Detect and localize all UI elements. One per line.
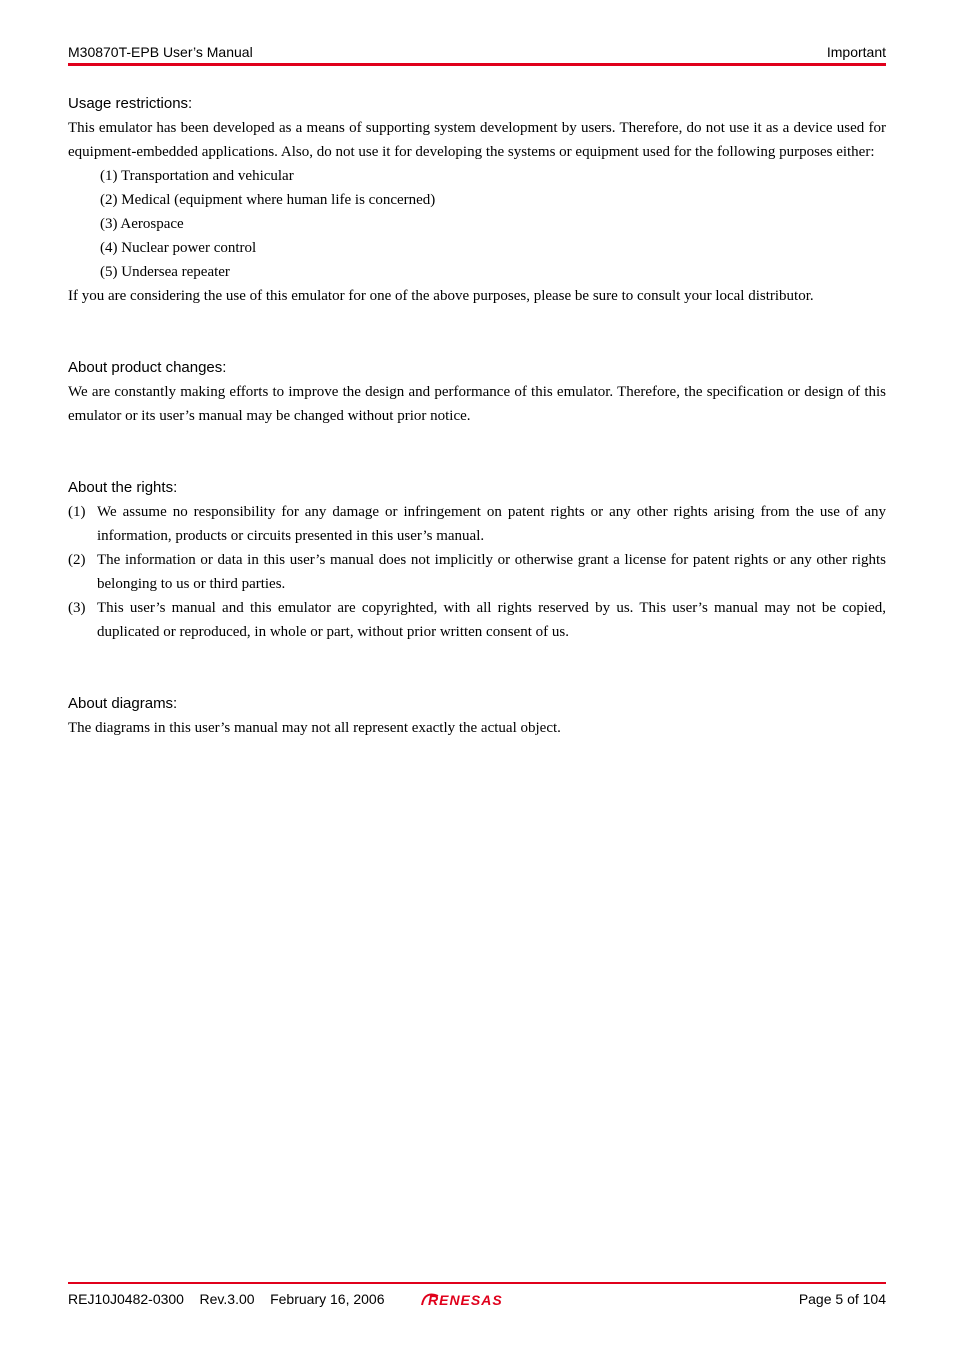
page-content xyxy=(68,92,886,740)
list-text: We assume no responsibility for any damage or infringement on patent rights or any other rights arising from the use of any information, products or circuits presented in this user’s manual. xyxy=(97,504,886,544)
list-text: The information or data in this user’s manual does not implicitly or otherwise grant a license for patent rights or any other rights belonging to us or third parties. xyxy=(97,552,886,592)
rights-list xyxy=(68,500,886,644)
list-text: This user’s manual and this emulator are copyrighted, with all rights reserved by us. This user’s manual may not be copied, duplicated or reproduced, in whole or part, without prior written consent of us. xyxy=(97,600,886,640)
diagrams-text: The diagrams in this user’s manual may not all represent exactly the actual object. xyxy=(68,720,561,736)
manual-title: M30870T-EPB User’s Manual xyxy=(68,44,253,60)
usage-restrictions-section xyxy=(68,92,886,308)
footer-rule xyxy=(68,1282,886,1284)
section-title: Important xyxy=(826,44,886,60)
list-item: (4) Nuclear power control xyxy=(100,240,257,256)
renesas-logo xyxy=(420,1290,534,1310)
page-header xyxy=(68,44,886,62)
usage-restrictions-closing: If you are considering the use of this emulator for one of the above purposes, please be sure to consult your local distributor. xyxy=(68,288,814,304)
document-info: REJ10J0482-0300 Rev.3.00 February 16, 2006 xyxy=(68,1291,385,1307)
list-item xyxy=(68,500,886,548)
list-item: (1) Transportation and vehicular xyxy=(100,168,294,184)
list-number: (2) xyxy=(68,552,86,568)
page-number: Page 5 of 104 xyxy=(798,1291,886,1307)
diagrams-heading: About diagrams: xyxy=(68,695,178,712)
list-item xyxy=(68,548,886,596)
list-item: (3) Aerospace xyxy=(100,216,184,232)
list-item xyxy=(68,596,886,644)
restricted-purposes-list xyxy=(68,164,886,284)
rights-heading: About the rights: xyxy=(68,479,178,496)
usage-restrictions-intro: This emulator has been developed as a means of supporting system development by users. Therefore, do not use it as a device used for equipment-embedded applications. Also, do not use it for developing the systems or equipment used for the following purposes either: xyxy=(68,120,886,160)
list-item: (5) Undersea repeater xyxy=(100,264,230,280)
list-number: (1) xyxy=(68,504,86,520)
page-footer xyxy=(68,1290,886,1310)
rights-section xyxy=(68,476,886,644)
usage-restrictions-heading: Usage restrictions: xyxy=(68,95,193,112)
product-changes-heading: About product changes: xyxy=(68,359,227,376)
logo-text: RENESAS xyxy=(428,1292,503,1308)
product-changes-text: We are constantly making efforts to improve the design and performance of this emulator. Therefore, the specification or design of this emulator or its user’s manual may be changed without prior notice. xyxy=(68,384,886,424)
header-rule xyxy=(68,63,886,66)
list-number: (3) xyxy=(68,600,86,616)
product-changes-section xyxy=(68,356,886,428)
list-item: (2) Medical (equipment where human life is concerned) xyxy=(100,192,436,208)
diagrams-section xyxy=(68,692,886,740)
